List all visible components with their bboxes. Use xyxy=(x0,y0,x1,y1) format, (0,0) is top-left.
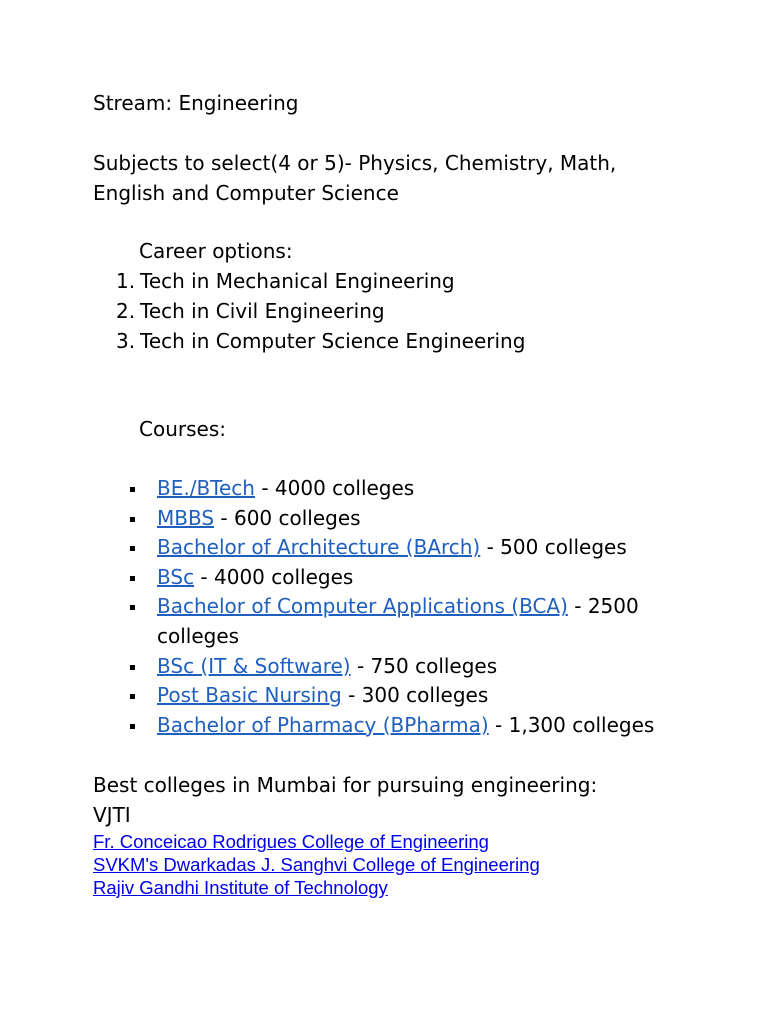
career-item-number: 1. xyxy=(116,269,136,293)
career-item xyxy=(93,266,525,296)
courses-heading: Courses: xyxy=(139,417,226,441)
career-item-number: 3. xyxy=(116,329,136,353)
square-bullet-icon xyxy=(130,724,135,729)
square-bullet-icon xyxy=(130,694,135,699)
career-item-text: Tech in Mechanical Engineering xyxy=(140,269,455,293)
course-link-btech[interactable]: BE./BTech xyxy=(157,476,255,500)
course-link-barch[interactable]: Bachelor of Architecture (BArch) xyxy=(157,535,481,560)
course-link-bsc[interactable]: BSc xyxy=(157,564,195,589)
course-item xyxy=(130,533,677,563)
course-item xyxy=(130,563,677,593)
course-link-bca[interactable]: Bachelor of Computer Applications (BCA) xyxy=(157,594,568,619)
career-options-heading: Career options: xyxy=(139,239,293,263)
best-colleges-heading: Best colleges in Mumbai for pursuing engineering: xyxy=(93,773,598,797)
square-bullet-icon xyxy=(130,546,135,551)
course-link-bsc-it[interactable]: BSc (IT & Software) xyxy=(157,653,351,678)
subjects-line-1: Subjects to select(4 or 5)- Physics, Chemistry, Math, xyxy=(93,151,617,175)
college-link-djsce[interactable]: SVKM's Dwarkadas J. Sanghvi College of Engineering xyxy=(93,854,540,875)
career-item-text: Tech in Civil Engineering xyxy=(140,299,385,323)
course-college-count: - 600 colleges xyxy=(214,505,361,530)
course-link-bpharma[interactable]: Bachelor of Pharmacy (BPharma) xyxy=(157,712,489,737)
course-item xyxy=(130,681,677,711)
college-vjti: VJTI xyxy=(93,803,131,827)
course-college-count: - 4000 colleges xyxy=(194,564,354,589)
career-item-number: 2. xyxy=(116,299,136,323)
square-bullet-icon xyxy=(130,665,135,670)
course-link-mbbs[interactable]: MBBS xyxy=(157,505,215,530)
course-item xyxy=(130,711,677,741)
course-college-count: - 750 colleges xyxy=(350,653,498,678)
courses-list xyxy=(130,474,677,740)
course-college-count: - 2500 colleges xyxy=(157,594,639,648)
course-item xyxy=(130,652,677,682)
course-link-nursing[interactable]: Post Basic Nursing xyxy=(157,683,342,708)
course-college-count: - 500 colleges xyxy=(480,535,627,560)
college-link-rgit[interactable]: Rajiv Gandhi Institute of Technology xyxy=(93,877,388,898)
course-item xyxy=(130,504,677,534)
square-bullet-icon xyxy=(130,517,135,522)
college-link-crce[interactable]: Fr. Conceicao Rodrigues College of Engineering xyxy=(93,831,489,852)
career-options-list xyxy=(93,266,525,356)
square-bullet-icon xyxy=(130,576,135,581)
subjects-line-2: English and Computer Science xyxy=(93,181,399,205)
career-item xyxy=(93,326,525,356)
course-item xyxy=(130,474,677,504)
stream-heading: Stream: Engineering xyxy=(93,91,299,115)
course-college-count: - 300 colleges xyxy=(341,683,489,708)
square-bullet-icon xyxy=(130,487,135,492)
college-links xyxy=(93,830,540,899)
career-item xyxy=(93,296,525,326)
square-bullet-icon xyxy=(130,605,135,610)
course-college-count: - 4000 colleges xyxy=(254,476,415,500)
course-item xyxy=(130,592,677,651)
course-college-count: - 1,300 colleges xyxy=(488,712,655,737)
career-item-text: Tech in Computer Science Engineering xyxy=(140,329,526,353)
